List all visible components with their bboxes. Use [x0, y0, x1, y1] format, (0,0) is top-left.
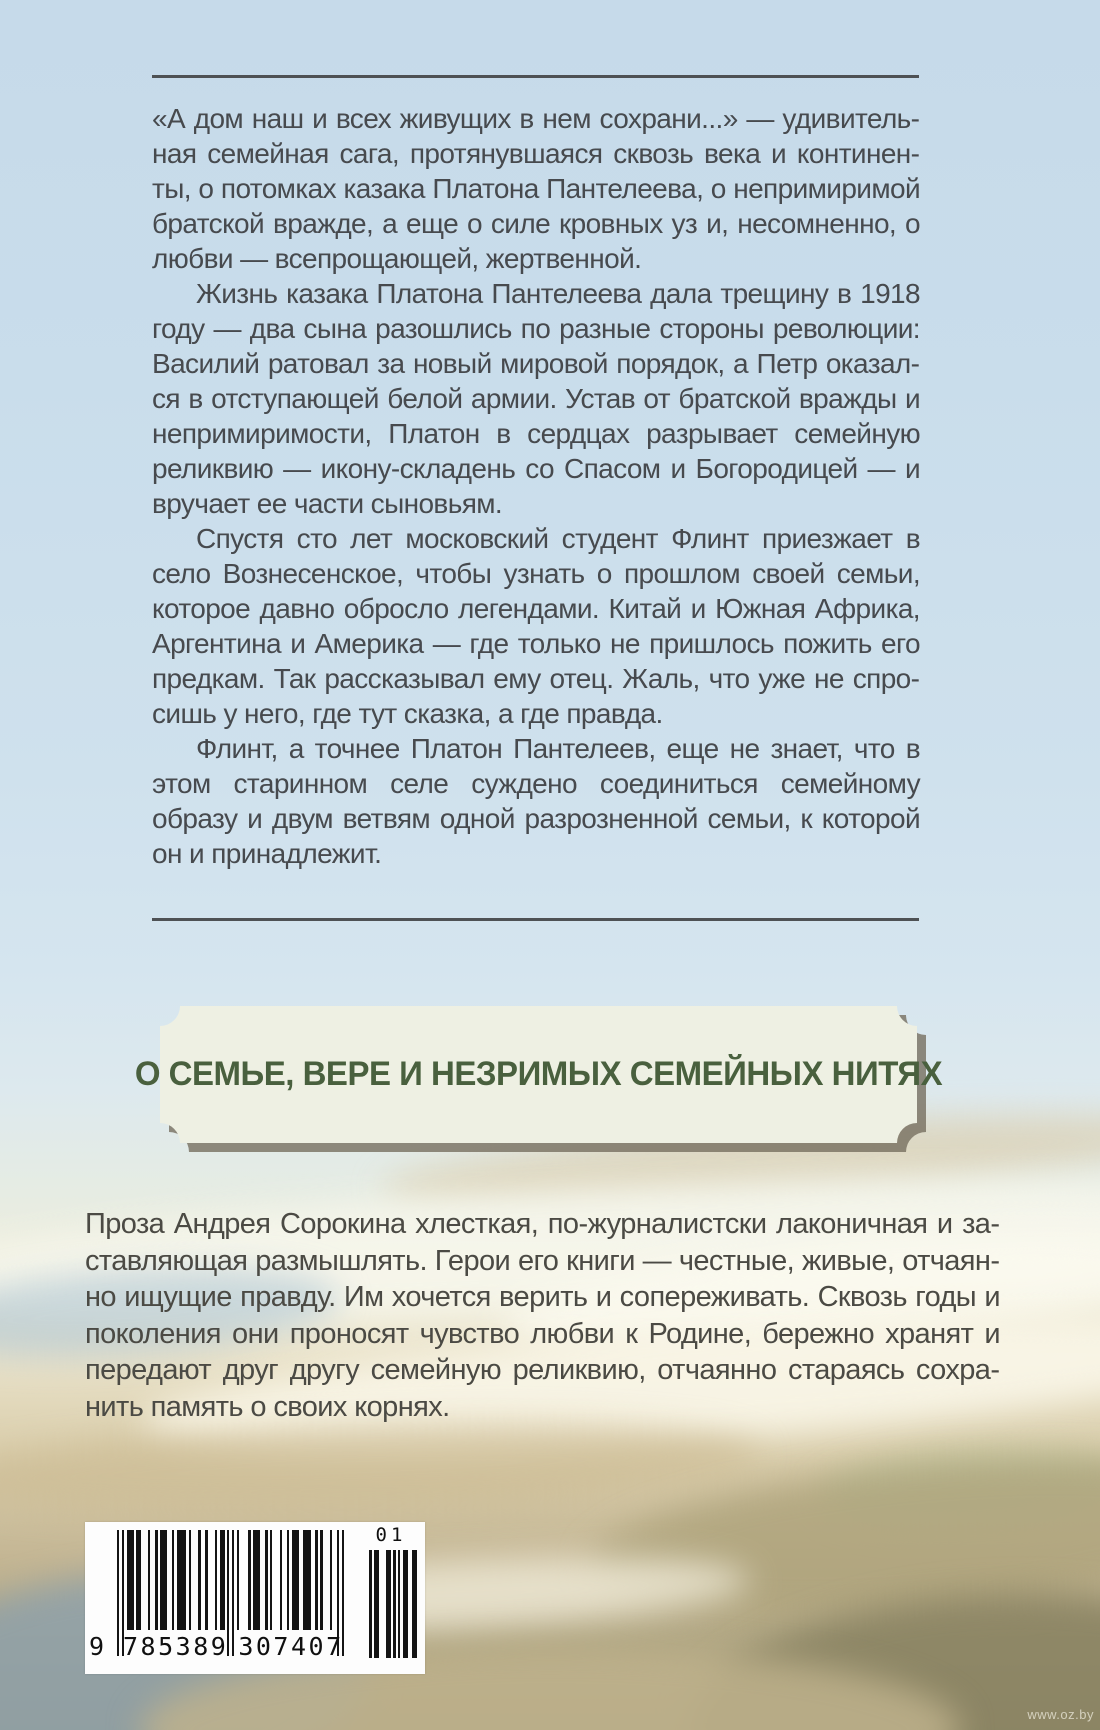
- tagline-text: О СЕМЬЕ, ВЕРЕ И НЕЗРИМЫХ СЕМЕЙНЫХ НИТЯХ: [134, 1055, 943, 1093]
- wave-shape: [0, 1411, 761, 1525]
- barcode-digits: [89, 1632, 344, 1661]
- watermark-text: www.oz.by: [1027, 1707, 1094, 1722]
- annotation-text-block: [152, 101, 920, 871]
- divider-line-top: [152, 75, 919, 78]
- annotation-paragraph: Жизнь казака Платона Пантелеева дала трещину в 1918 году — два сына разошлись по разные стороны революции: Василий ратовал за новый мировой порядок, а Петр оказался в отступающей белой армии. Устав от братской вражды и непримиримости, Платон в сердцах разрывает семейную реликвию — икону-складень со Спасом и Богородицей — и вручает ее части сыновьям.: [152, 278, 920, 519]
- ean13-barcode: [85, 1522, 425, 1674]
- barcode-digit-group: 785389: [123, 1632, 229, 1661]
- divider-line-middle: [152, 918, 919, 921]
- annotation-paragraph: Флинт, а точнее Платон Пантелеев, еще не знает, что в этом старинном селе суждено соединиться семейному образу и двум ветвям одной разрозненной семьи, к которой он и принадлежит.: [152, 733, 920, 869]
- review-paragraph: Проза Андрея Сорокина хлесткая, по-журналистски лаконичная и заставляющая размышлять. Герои его книги — честные, живые, отчаянно ищущие правду. Им хочется верить и сопереживать. Сквозь годы и поколения они проносят чувство любви к Родине, бережно хранят и передают друг другу семейную реликвию, отчаянно стараясь сохранить память о своих корнях.: [85, 1208, 1000, 1423]
- barcode-supplement-label: 01: [375, 1524, 407, 1546]
- barcode-digit-first: 9: [89, 1632, 105, 1661]
- annotation-paragraph: «А дом наш и всех живущих в нем сохрани...» — удивительная семейная сага, протянувшаяся сквозь века и континенты, о потомках казака Платона Пантелеева, о непримиримой братской вражде, а еще о силе кровных уз и, несомненно, о любви — всепрощающей, жертвенной.: [152, 103, 920, 274]
- barcode-digit-group: 307407: [238, 1632, 344, 1661]
- barcode-supplement-bars: [367, 1550, 417, 1658]
- annotation-paragraph: Спустя сто лет московский студент Флинт приезжает в село Вознесенское, чтобы узнать о прошлом своей семьи, которое давно обросло легендами. Китай и Южная Африка, Аргентина и Америка — где только не пришлось пожить его предкам. Так рассказывал ему отец. Жаль, что уже не спросишь у него, где тут сказка, а где правда.: [152, 523, 920, 729]
- tagline-plaque: [134, 1006, 943, 1160]
